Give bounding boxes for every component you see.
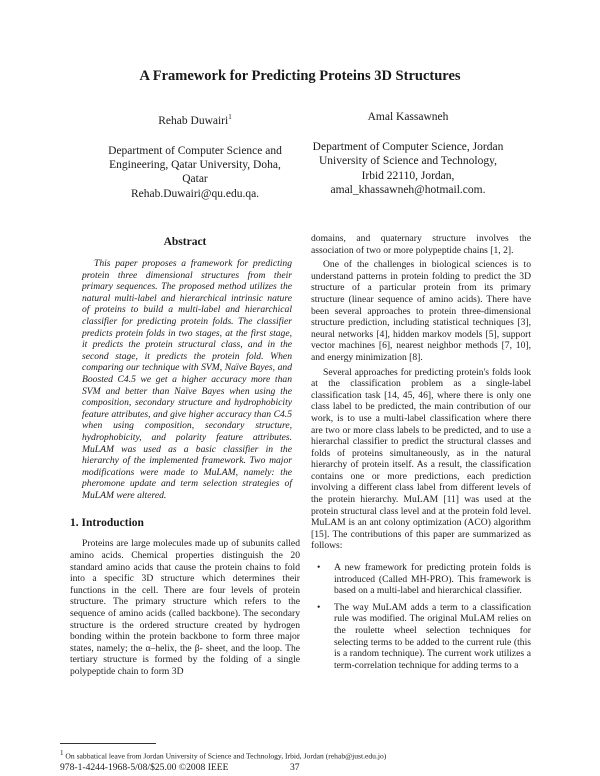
body-paragraph: One of the challenges in biological sciences is to understand patterns in protein folding to predict the 3D structure of a particular protein from its primary structure (linear sequence of amino acids). There have been several approaches to protein three-dimensional structure prediction, including statistical techniques [3], neural networks [4], hidden markov models [5], support vector machines [6], nearest neighbor methods [7, 10], and energy minimization [8]. [311,259,531,363]
footnote-mark: 1 [60,749,64,757]
footnote-mark: 1 [228,113,232,121]
right-column [311,233,531,676]
author-affiliation-line: University of Science and Technology, [318,155,498,168]
contribution-list [311,562,531,671]
list-item: • A new framework for predicting protein folds is introduced (Called MH-PRO). This framework is based on a multi-label and hierarchical classifier. [317,562,531,597]
body-paragraph: domains, and quaternary structure involves the association of two or more polypeptide chains [1, 2]. [311,233,531,256]
author-affiliation-line: Qatar [182,173,208,186]
footnote [60,749,500,761]
author-affiliation-line: Irbid 22110, Jordan, [361,169,455,182]
author-email: Rehab.Duwairi@qu.edu.qa. [130,187,260,200]
author-email: amal_khassawneh@hotmail.com. [330,183,486,196]
author-name: Amal Kassawneh [367,111,449,123]
body-paragraph: Several approaches for predicting protein's folds look at the classification problem as a single-label classification task [14, 45, 46], where there is only one class label to be predicted, the main contribution of our work, is to use a multi-label classification where there are two or more class labels to be predicted, and to use a hierarchal classifier to predict the structural classes and folds of proteins simultaneously, as in the natural hierarchy of protein itself. As a result, the classification contains one or more predictions, each prediction involving a different class label from different levels of the protein hierarchy. MuLAM [11] was used at the protein structural class level and at the protein fold level. MuLAM is an ant colony optimization (ACO) algorithm [15]. The contributions of this paper are summarized as follows: [311,366,531,552]
introduction-heading: 1. Introduction [70,517,144,530]
author-affiliation-line: Department of Computer Science, Jordan [312,141,504,154]
page-number: 37 [290,762,300,773]
introduction-paragraph: Proteins are large molecules made up of subunits called amino acids. Chemical properties distinguish the 20 standard amino acids that cause the protein chains to fold into a specific 3D structure which determines their functions in the cell. There are four levels of protein structure. The primary structure which refers to the sequence of amino acids (called backbone). The secondary structure is the ordered structure created by hydrogen bonding within the protein backbone to form three major states, namely; the α–helix, the β- sheet, and the loop. The tertiary structure is formed by the folding of a single polypeptide chain to form 3D [70,538,300,677]
bullet-icon: • [317,601,321,613]
abstract-text: This paper proposes a framework for predicting protein three dimensional structures from their primary sequences. The proposed method utilizes the natural multi-label and hierarchical intrinsic nature of proteins to build a multi-label and hierarchical classifier for predicting protein folds. The classifier predicts protein folds in two stages, at the first stage, it predicts the protein structural class, and in the second stage, it predicts the protein fold. When comparing our technique with SVM, Naïve Bayes, and Boosted C4.5 we get a higher accuracy more than SVM and better than Naïve Bayes when using the composition, secondary structure and hydrophobicity feature attributes, and give higher accuracy than C4.5 when using composition, secondary structure, hydrophobicity, and polarity feature attributes. MuLAM was used as a basic classifier in the hierarchy of the implemented framework. Two major modifications were made to MuLAM, namely: the pheromone update and term selection strategies of MuLAM were altered. [82,258,292,501]
abstract-heading: Abstract [163,236,207,248]
author-name: Rehab Duwairi$^1$ [158,113,232,127]
footnote-text: On sabbatical leave from Jordan University of Science and Technology, Irbid, Jordan (rehab@just.edu.jo) [65,751,387,761]
author-affiliation-line: Engineering, Qatar University, Doha, [109,159,281,172]
paper-title: A Framework for Predicting Proteins 3D Structures [139,68,461,84]
footnote-divider [60,743,156,744]
list-item: • The way MuLAM adds a term to a classification rule was modified. The original MuLAM relies on the roulette wheel selection techniques for selecting terms to be added to the current rule (this is a random technique). The current work utilizes a term-correlation technique for adding terms to a [317,601,531,671]
isbn-line: 978-1-4244-1968-5/08/$25.00 ©2008 IEEE [60,762,229,773]
left-column [70,236,300,678]
author-affiliation-line: Department of Computer Science and [108,145,282,158]
bullet-icon: • [317,562,321,574]
author-block-2 [298,110,518,197]
author-block-1 [90,110,300,201]
